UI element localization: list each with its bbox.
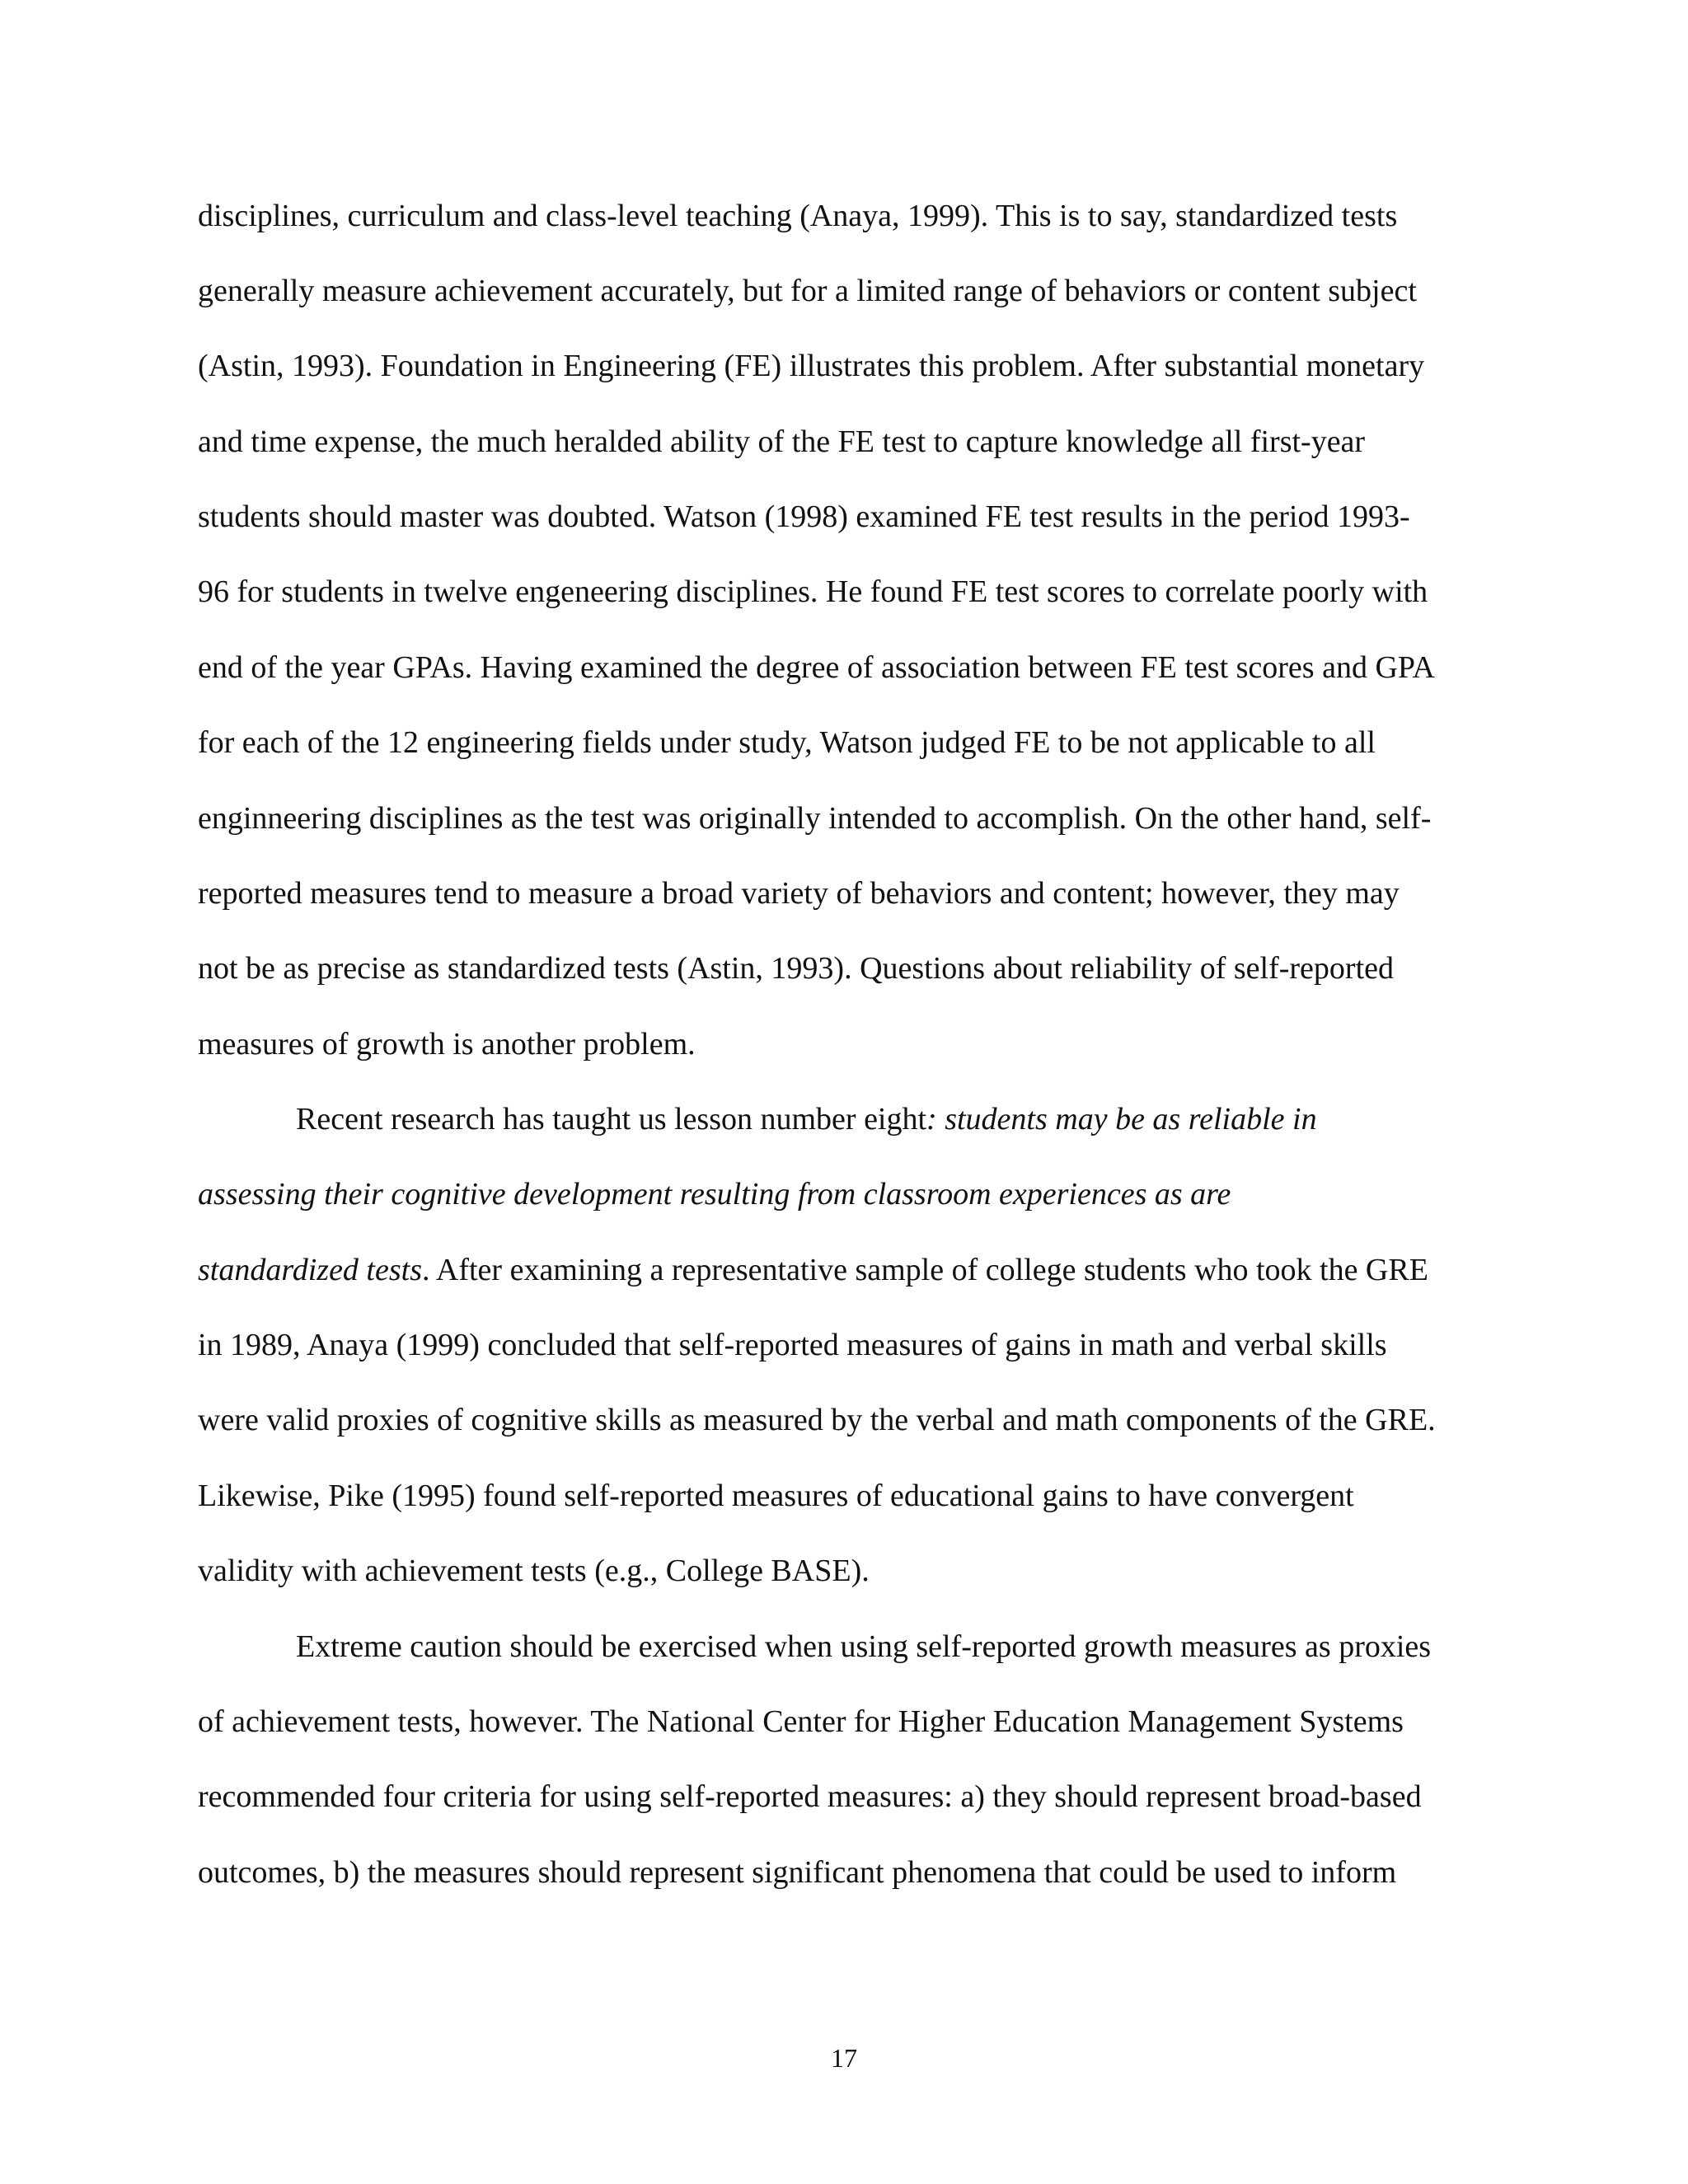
text-line: were valid proxies of cognitive skills as measured by the verbal and math components of the GRE. bbox=[198, 1403, 1436, 1437]
text-line: disciplines, curriculum and class-level teaching (Anaya, 1999). This is to say, standardized tests bbox=[198, 199, 1398, 233]
italic-lesson-text: : students may be as reliable in bbox=[926, 1102, 1317, 1137]
text-line: of achievement tests, however. The National Center for Higher Education Management Systems bbox=[198, 1704, 1404, 1739]
text-line: 96 for students in twelve engeneering disciplines. He found FE test scores to correlate poorly with bbox=[198, 574, 1428, 609]
text-line: Likewise, Pike (1995) found self-reported measures of educational gains to have convergent bbox=[198, 1479, 1354, 1513]
text-span: Recent research has taught us lesson number eight bbox=[296, 1102, 927, 1137]
text-span: . After examining a representative sample of college students who took the GRE bbox=[422, 1253, 1428, 1287]
text-line: for each of the 12 engineering fields under study, Watson judged FE to be not applicable to all bbox=[198, 725, 1376, 760]
text-line bbox=[198, 1175, 1231, 1213]
text-line: students should master was doubted. Watson (1998) examined FE test results in the period 1993- bbox=[198, 499, 1410, 534]
text-line: enginneering disciplines as the test was originally intended to accomplish. On the other hand, self- bbox=[198, 801, 1432, 836]
text-line: and time expense, the much heralded ability of the FE test to capture knowledge all first-year bbox=[198, 424, 1366, 459]
text-line: (Astin, 1993). Foundation in Engineering (FE) illustrates this problem. After substantial monetary bbox=[198, 349, 1425, 383]
paragraph-start-line bbox=[296, 1100, 1317, 1138]
paragraph-start-line: Extreme caution should be exercised when using self-reported growth measures as proxies bbox=[296, 1629, 1432, 1664]
page-number: 17 bbox=[831, 2043, 857, 2073]
text-line bbox=[198, 1251, 1428, 1289]
text-line: in 1989, Anaya (1999) concluded that self-reported measures of gains in math and verbal skills bbox=[198, 1328, 1387, 1362]
text-line: generally measure achievement accurately, but for a limited range of behaviors or content subject bbox=[198, 274, 1417, 308]
text-line: measures of growth is another problem. bbox=[198, 1027, 696, 1062]
text-line: outcomes, b) the measures should represent significant phenomena that could be used to inform bbox=[198, 1855, 1397, 1890]
text-line: recommended four criteria for using self-reported measures: a) they should represent broad-based bbox=[198, 1779, 1422, 1814]
text-line: not be as precise as standardized tests (Astin, 1993). Questions about reliability of self-reported bbox=[198, 951, 1394, 986]
italic-lesson-text: assessing their cognitive development resulting from classroom experiences as are bbox=[198, 1177, 1231, 1212]
italic-lesson-text: standardized tests bbox=[198, 1253, 422, 1287]
text-line: end of the year GPAs. Having examined the degree of association between FE test scores and GPA bbox=[198, 650, 1435, 685]
text-line: validity with achievement tests (e.g., College BASE). bbox=[198, 1554, 870, 1588]
text-line: reported measures tend to measure a broad variety of behaviors and content; however, they may bbox=[198, 876, 1400, 911]
